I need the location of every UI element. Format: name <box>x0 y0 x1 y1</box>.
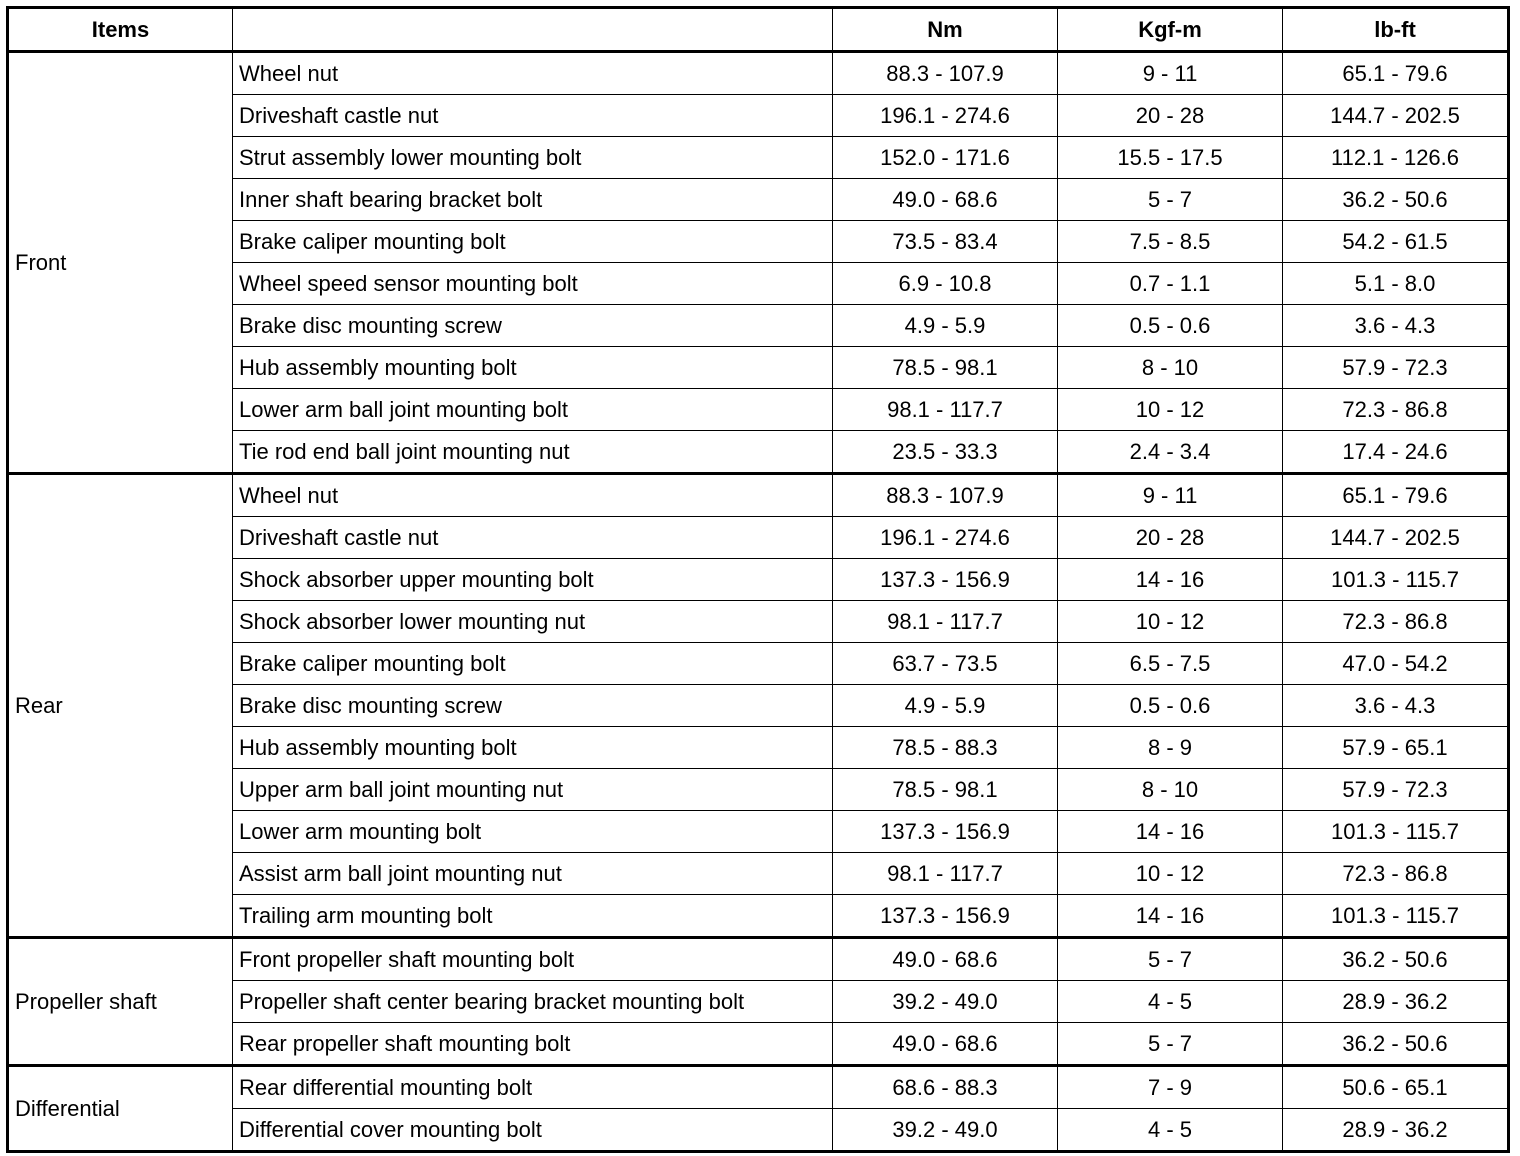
lbft-value: 72.3 - 86.8 <box>1283 601 1509 643</box>
table-row <box>8 95 1509 137</box>
header-lbft: lb-ft <box>1283 8 1509 52</box>
nm-value: 196.1 - 274.6 <box>833 517 1058 559</box>
table-row <box>8 727 1509 769</box>
item-name: Assist arm ball joint mounting nut <box>233 853 833 895</box>
nm-value: 137.3 - 156.9 <box>833 811 1058 853</box>
group-label: Differential <box>8 1066 233 1152</box>
table-row <box>8 769 1509 811</box>
item-name: Inner shaft bearing bracket bolt <box>233 179 833 221</box>
nm-value: 196.1 - 274.6 <box>833 95 1058 137</box>
kgfm-value: 14 - 16 <box>1058 895 1283 938</box>
lbft-value: 65.1 - 79.6 <box>1283 52 1509 95</box>
kgfm-value: 10 - 12 <box>1058 389 1283 431</box>
nm-value: 88.3 - 107.9 <box>833 52 1058 95</box>
item-name: Tie rod end ball joint mounting nut <box>233 431 833 474</box>
group-propeller-shaft <box>8 938 1509 1066</box>
item-name: Shock absorber lower mounting nut <box>233 601 833 643</box>
item-name: Hub assembly mounting bolt <box>233 727 833 769</box>
table-row <box>8 895 1509 938</box>
lbft-value: 28.9 - 36.2 <box>1283 1109 1509 1152</box>
item-name: Propeller shaft center bearing bracket mounting bolt <box>233 981 833 1023</box>
table-row <box>8 1066 1509 1109</box>
kgfm-value: 0.5 - 0.6 <box>1058 305 1283 347</box>
lbft-value: 54.2 - 61.5 <box>1283 221 1509 263</box>
kgfm-value: 14 - 16 <box>1058 811 1283 853</box>
nm-value: 73.5 - 83.4 <box>833 221 1058 263</box>
item-name: Driveshaft castle nut <box>233 517 833 559</box>
table-row <box>8 347 1509 389</box>
table-row <box>8 1109 1509 1152</box>
nm-value: 4.9 - 5.9 <box>833 305 1058 347</box>
kgfm-value: 20 - 28 <box>1058 95 1283 137</box>
table-row <box>8 221 1509 263</box>
lbft-value: 3.6 - 4.3 <box>1283 305 1509 347</box>
nm-value: 98.1 - 117.7 <box>833 853 1058 895</box>
nm-value: 68.6 - 88.3 <box>833 1066 1058 1109</box>
nm-value: 49.0 - 68.6 <box>833 179 1058 221</box>
nm-value: 39.2 - 49.0 <box>833 1109 1058 1152</box>
lbft-value: 5.1 - 8.0 <box>1283 263 1509 305</box>
lbft-value: 3.6 - 4.3 <box>1283 685 1509 727</box>
item-name: Brake disc mounting screw <box>233 685 833 727</box>
group-rear <box>8 474 1509 938</box>
table-row <box>8 601 1509 643</box>
table-row <box>8 685 1509 727</box>
nm-value: 137.3 - 156.9 <box>833 895 1058 938</box>
nm-value: 23.5 - 33.3 <box>833 431 1058 474</box>
torque-spec-table <box>6 6 1510 1153</box>
header-nm: Nm <box>833 8 1058 52</box>
nm-value: 152.0 - 171.6 <box>833 137 1058 179</box>
table-row <box>8 938 1509 981</box>
kgfm-value: 2.4 - 3.4 <box>1058 431 1283 474</box>
nm-value: 78.5 - 98.1 <box>833 769 1058 811</box>
lbft-value: 101.3 - 115.7 <box>1283 895 1509 938</box>
table-row <box>8 431 1509 474</box>
kgfm-value: 10 - 12 <box>1058 853 1283 895</box>
lbft-value: 17.4 - 24.6 <box>1283 431 1509 474</box>
table-row <box>8 517 1509 559</box>
group-differential <box>8 1066 1509 1152</box>
kgfm-value: 9 - 11 <box>1058 52 1283 95</box>
item-name: Driveshaft castle nut <box>233 95 833 137</box>
header-items: Items <box>8 8 233 52</box>
item-name: Strut assembly lower mounting bolt <box>233 137 833 179</box>
lbft-value: 57.9 - 72.3 <box>1283 769 1509 811</box>
kgfm-value: 5 - 7 <box>1058 179 1283 221</box>
kgfm-value: 4 - 5 <box>1058 981 1283 1023</box>
header-blank <box>233 8 833 52</box>
item-name: Rear propeller shaft mounting bolt <box>233 1023 833 1066</box>
header-row <box>8 8 1509 52</box>
kgfm-value: 9 - 11 <box>1058 474 1283 517</box>
item-name: Shock absorber upper mounting bolt <box>233 559 833 601</box>
group-front <box>8 52 1509 474</box>
kgfm-value: 15.5 - 17.5 <box>1058 137 1283 179</box>
kgfm-value: 4 - 5 <box>1058 1109 1283 1152</box>
table-row <box>8 179 1509 221</box>
kgfm-value: 8 - 9 <box>1058 727 1283 769</box>
table-row <box>8 263 1509 305</box>
item-name: Upper arm ball joint mounting nut <box>233 769 833 811</box>
lbft-value: 36.2 - 50.6 <box>1283 179 1509 221</box>
kgfm-value: 0.7 - 1.1 <box>1058 263 1283 305</box>
nm-value: 49.0 - 68.6 <box>833 1023 1058 1066</box>
lbft-value: 144.7 - 202.5 <box>1283 95 1509 137</box>
kgfm-value: 7.5 - 8.5 <box>1058 221 1283 263</box>
nm-value: 39.2 - 49.0 <box>833 981 1058 1023</box>
table-row <box>8 559 1509 601</box>
group-label: Rear <box>8 474 233 938</box>
nm-value: 78.5 - 88.3 <box>833 727 1058 769</box>
kgfm-value: 0.5 - 0.6 <box>1058 685 1283 727</box>
lbft-value: 101.3 - 115.7 <box>1283 559 1509 601</box>
nm-value: 78.5 - 98.1 <box>833 347 1058 389</box>
nm-value: 137.3 - 156.9 <box>833 559 1058 601</box>
table-row <box>8 474 1509 517</box>
kgfm-value: 7 - 9 <box>1058 1066 1283 1109</box>
nm-value: 4.9 - 5.9 <box>833 685 1058 727</box>
item-name: Lower arm ball joint mounting bolt <box>233 389 833 431</box>
item-name: Hub assembly mounting bolt <box>233 347 833 389</box>
lbft-value: 72.3 - 86.8 <box>1283 853 1509 895</box>
group-label: Propeller shaft <box>8 938 233 1066</box>
lbft-value: 47.0 - 54.2 <box>1283 643 1509 685</box>
table-row <box>8 643 1509 685</box>
kgfm-value: 14 - 16 <box>1058 559 1283 601</box>
kgfm-value: 8 - 10 <box>1058 347 1283 389</box>
item-name: Wheel nut <box>233 474 833 517</box>
item-name: Rear differential mounting bolt <box>233 1066 833 1109</box>
nm-value: 98.1 - 117.7 <box>833 601 1058 643</box>
lbft-value: 144.7 - 202.5 <box>1283 517 1509 559</box>
table-header <box>8 8 1509 52</box>
lbft-value: 36.2 - 50.6 <box>1283 938 1509 981</box>
lbft-value: 28.9 - 36.2 <box>1283 981 1509 1023</box>
item-name: Brake caliper mounting bolt <box>233 643 833 685</box>
item-name: Front propeller shaft mounting bolt <box>233 938 833 981</box>
lbft-value: 57.9 - 72.3 <box>1283 347 1509 389</box>
table-row <box>8 305 1509 347</box>
kgfm-value: 8 - 10 <box>1058 769 1283 811</box>
kgfm-value: 5 - 7 <box>1058 1023 1283 1066</box>
item-name: Wheel nut <box>233 52 833 95</box>
item-name: Trailing arm mounting bolt <box>233 895 833 938</box>
lbft-value: 36.2 - 50.6 <box>1283 1023 1509 1066</box>
table-row <box>8 52 1509 95</box>
kgfm-value: 5 - 7 <box>1058 938 1283 981</box>
item-name: Lower arm mounting bolt <box>233 811 833 853</box>
item-name: Differential cover mounting bolt <box>233 1109 833 1152</box>
header-kgfm: Kgf-m <box>1058 8 1283 52</box>
lbft-value: 112.1 - 126.6 <box>1283 137 1509 179</box>
table-row <box>8 1023 1509 1066</box>
table-row <box>8 853 1509 895</box>
table-row <box>8 389 1509 431</box>
group-label: Front <box>8 52 233 474</box>
lbft-value: 57.9 - 65.1 <box>1283 727 1509 769</box>
nm-value: 6.9 - 10.8 <box>833 263 1058 305</box>
table-row <box>8 811 1509 853</box>
kgfm-value: 20 - 28 <box>1058 517 1283 559</box>
torque-spec-container <box>6 6 1510 1153</box>
kgfm-value: 10 - 12 <box>1058 601 1283 643</box>
nm-value: 49.0 - 68.6 <box>833 938 1058 981</box>
nm-value: 63.7 - 73.5 <box>833 643 1058 685</box>
lbft-value: 50.6 - 65.1 <box>1283 1066 1509 1109</box>
item-name: Brake caliper mounting bolt <box>233 221 833 263</box>
lbft-value: 65.1 - 79.6 <box>1283 474 1509 517</box>
nm-value: 98.1 - 117.7 <box>833 389 1058 431</box>
lbft-value: 72.3 - 86.8 <box>1283 389 1509 431</box>
item-name: Brake disc mounting screw <box>233 305 833 347</box>
lbft-value: 101.3 - 115.7 <box>1283 811 1509 853</box>
nm-value: 88.3 - 107.9 <box>833 474 1058 517</box>
table-row <box>8 981 1509 1023</box>
table-row <box>8 137 1509 179</box>
item-name: Wheel speed sensor mounting bolt <box>233 263 833 305</box>
kgfm-value: 6.5 - 7.5 <box>1058 643 1283 685</box>
